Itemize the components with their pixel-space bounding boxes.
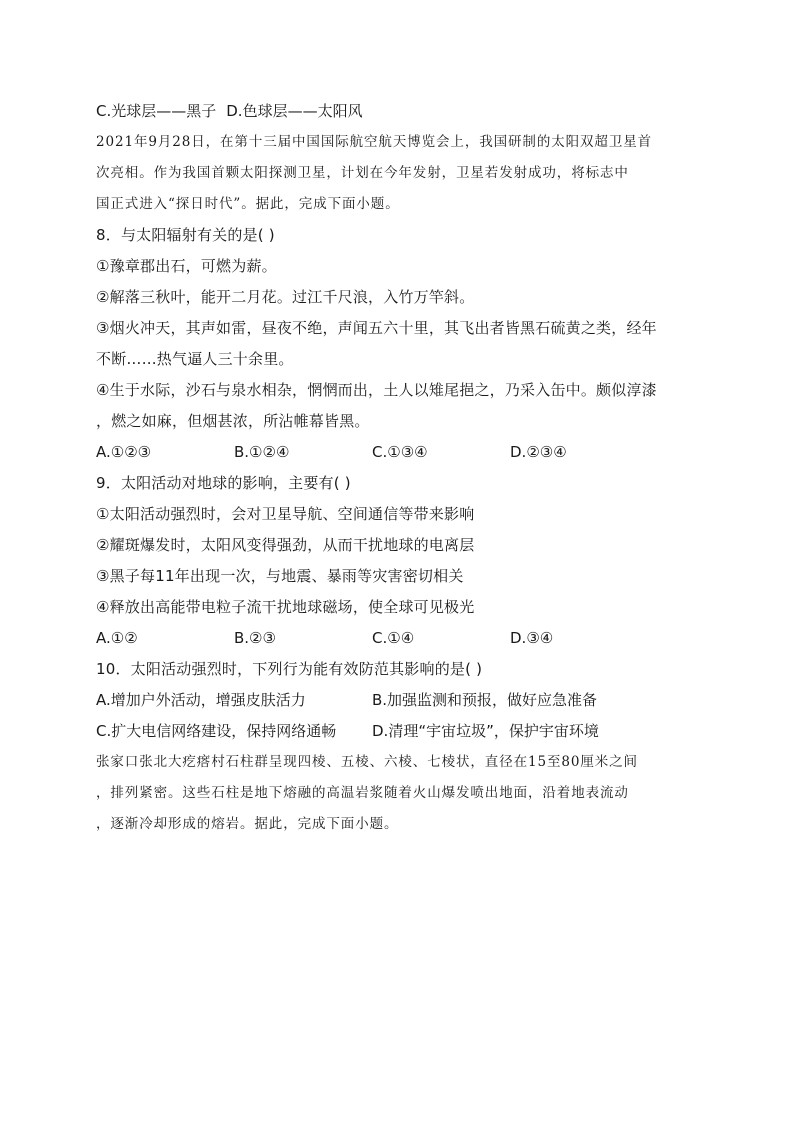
- option-c-prev: C.光球层——黑子: [96, 102, 217, 120]
- question-item: 不断……热气逼人三十余里。: [96, 350, 294, 368]
- question-item: ③黑子每11年出现一次，与地震、暴雨等灾害密切相关: [96, 567, 464, 585]
- question-item: ①太阳活动强烈时，会对卫星导航、空间通信等带来影响: [96, 505, 475, 523]
- option-c: C.扩大电信网络建设，保持网络通畅: [96, 722, 337, 740]
- option-a: A.①②③: [96, 443, 152, 461]
- previous-question-options: [96, 96, 702, 127]
- question-item: ②解落三秋叶，能开二月花。过江千尺浪，入竹万竿斜。: [96, 288, 475, 306]
- passage-line: 张家口张北大疙瘩村石柱群呈现四棱、五棱、六棱、七棱状，直径在15至80厘米之间: [96, 754, 638, 770]
- option-a: A.①②: [96, 629, 138, 647]
- question-item: ①豫章郡出石，可燃为薪。: [96, 257, 277, 275]
- question-stem: 10．太阳活动强烈时，下列行为能有效防范其影响的是( ): [96, 660, 483, 678]
- option-a: A.增加户外活动，增强皮肤活力: [96, 691, 306, 709]
- answer-options-row-2: [96, 716, 702, 747]
- question-stem: 8．与太阳辐射有关的是( ): [96, 226, 275, 244]
- passage-line: 国正式进入“探日时代”。据此，完成下面小题。: [96, 196, 400, 212]
- question-item: ③烟火冲天，其声如雷，昼夜不绝，声闻五六十里，其飞出者皆黑石硫黄之类，经年: [96, 319, 657, 337]
- question-10: [96, 654, 702, 747]
- document-content: [96, 96, 702, 840]
- question-9: [96, 468, 702, 654]
- passage-basalt-columns: [96, 747, 702, 840]
- option-d: D.③④: [510, 629, 554, 647]
- passage-solar-satellite: [96, 127, 702, 220]
- answer-options: [96, 437, 702, 468]
- passage-line: 次亮相。作为我国首颗太阳探测卫星，计划在今年发射，卫星若发射成功，将标志中: [96, 165, 629, 181]
- answer-options: [96, 623, 702, 654]
- passage-line: 2021年9月28日，在第十三届中国国际航空航天博览会上，我国研制的太阳双超卫星首: [96, 134, 653, 150]
- option-c: C.①③④: [372, 443, 428, 461]
- option-d: D.②③④: [510, 443, 567, 461]
- passage-line: ，逐渐冷却形成的熔岩。据此，完成下面小题。: [96, 816, 399, 832]
- answer-options-row-1: [96, 685, 702, 716]
- question-item: ④生于水际，沙石与泉水相杂，惘惘而出，土人以雉尾挹之，乃采入缶中。颇似淳漆: [96, 381, 657, 399]
- question-item: ②耀斑爆发时，太阳风变得强劲，从而干扰地球的电离层: [96, 536, 475, 554]
- option-d-prev: D.色球层——太阳风: [226, 102, 363, 120]
- option-d: D.清理“宇宙垃圾”，保护宇宙环境: [372, 722, 599, 740]
- option-c: C.①④: [372, 629, 415, 647]
- question-stem: 9．太阳活动对地球的影响，主要有( ): [96, 474, 351, 492]
- option-b: B.加强监测和预报，做好应急准备: [372, 691, 598, 709]
- passage-line: ，排列紧密。这些石柱是地下熔融的高温岩浆随着火山爆发喷出地面，沿着地表流动: [96, 785, 629, 801]
- question-item: ④释放出高能带电粒子流干扰地球磁场，使全球可见极光: [96, 598, 475, 616]
- option-b: B.②③: [234, 629, 276, 647]
- option-b: B.①②④: [234, 443, 290, 461]
- question-8: [96, 220, 702, 468]
- question-item: ，燃之如麻，但烟甚浓，所沾帷幕皆黑。: [96, 412, 370, 430]
